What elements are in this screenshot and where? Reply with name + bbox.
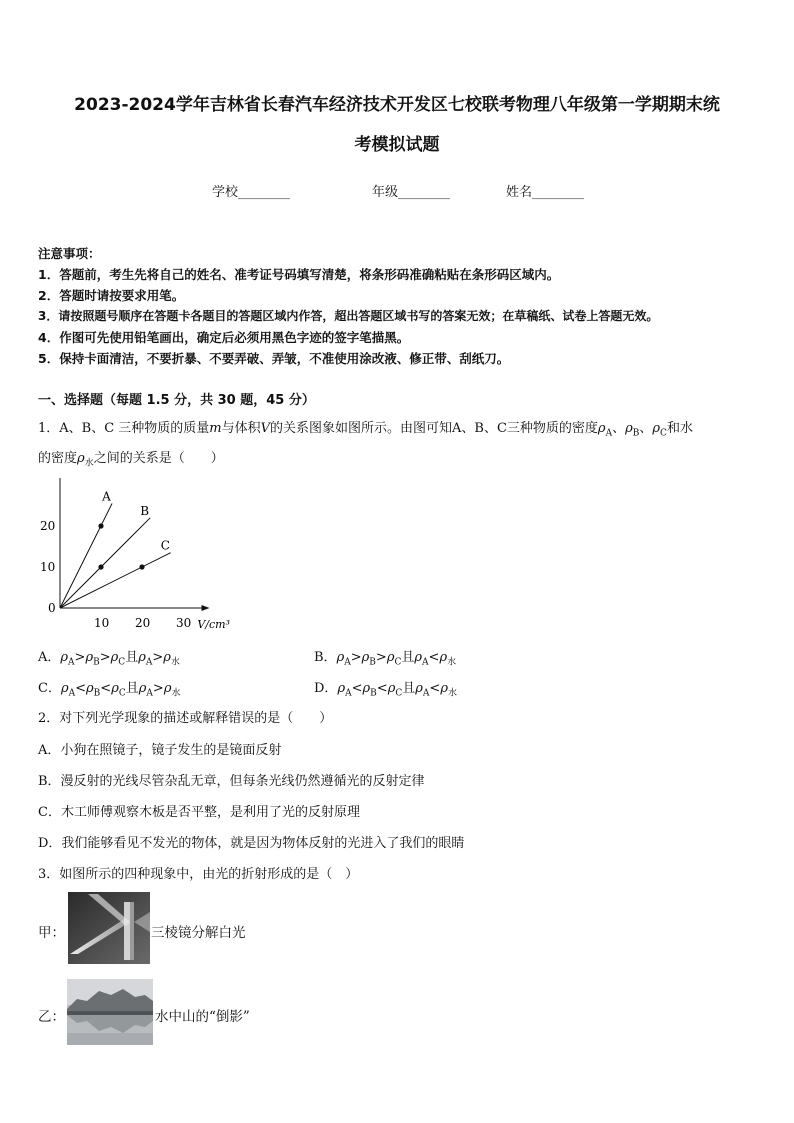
- question-3-item-caption: 水中山的“倒影”: [155, 1009, 250, 1025]
- x-tick-label: 10: [94, 616, 110, 630]
- question-3-item-caption: 三棱镜分解白光: [151, 925, 246, 941]
- series-label-b: B: [140, 503, 150, 518]
- x-tick-label: 20: [135, 616, 151, 630]
- question-2-option-b[interactable]: B．漫反射的光线尽管杂乱无章，但每条光线仍然遵循光的反射定律: [38, 774, 425, 789]
- prism-dispersion-photo: [68, 892, 150, 964]
- note-item: 3．请按照题号顺序在答题卡各题目的答题区域内作答，超出答题区域书写的答案无效；在草稿纸、试卷上答题无效。: [38, 309, 659, 323]
- x-axis-arrow: [202, 605, 210, 611]
- note-item: 1．答题前，考生先将自己的姓名、准考证号码填写清楚，将条形码准确粘贴在条形码区域内。: [38, 267, 560, 282]
- name-field: 姓名________: [506, 185, 585, 200]
- y-tick-label: 20: [40, 519, 56, 533]
- question-1-option-a[interactable]: A．$\rho_A>\rho_B>\rho_C$且$\rho_A>\rho_水$: [38, 650, 180, 668]
- question-1-stem-line1: 1．A、B、C 三种物质的质量m与体积V的关系图象如图所示。由图可知A、B、C三种物质的密度$\rho_A$、$\rho_B$、$\rho_C$和水: [38, 421, 693, 439]
- x-axis-label: V/cm³: [197, 618, 231, 631]
- question-2-option-a[interactable]: A．小狗在照镜子，镜子发生的是镜面反射: [38, 743, 282, 758]
- grade-field: 年级________: [372, 185, 451, 200]
- series-label-c: C: [160, 538, 170, 553]
- section-heading: 一、选择题（每题 1.5 分，共 30 题，45 分）: [38, 393, 315, 408]
- question-2-option-d[interactable]: D．我们能够看见不发光的物体，就是因为物体反射的光进入了我们的眼睛: [38, 836, 465, 851]
- question-2-stem: 2．对下列光学现象的描述或解释错误的是（ ）: [38, 711, 333, 726]
- origin-label: 0: [48, 601, 56, 615]
- note-item: 4．作图可先使用铅笔画出，确定后必须用黑色字迹的签字笔描黑。: [38, 330, 410, 345]
- data-point: [98, 564, 103, 569]
- mountain-reflection-photo: [67, 979, 153, 1045]
- mass-volume-chart: [36, 478, 236, 638]
- note-item: 2．答题时请按要求用笔。: [38, 288, 185, 303]
- question-1-option-c[interactable]: C．$\rho_A<\rho_B<\rho_C$且$\rho_A>\rho_水$: [38, 681, 181, 699]
- question-1-stem-line2: 的密度$\rho_水$之间的关系是（ ）: [38, 451, 224, 469]
- question-3-item-label: 乙：: [38, 1009, 65, 1025]
- question-1-option-b[interactable]: B．$\rho_A>\rho_B>\rho_C$且$\rho_A<\rho_水$: [314, 650, 457, 668]
- y-tick-label: 10: [40, 560, 56, 574]
- notes-heading: 注意事项：: [38, 246, 101, 261]
- page-title-line1: 2023-2024学年吉林省长春汽车经济技术开发区七校联考物理八年级第一学期期末统: [74, 95, 720, 115]
- x-tick-label: 30: [176, 616, 192, 630]
- series-line-a: [60, 503, 112, 608]
- data-point: [139, 564, 144, 569]
- data-point: [98, 523, 103, 528]
- school-field: 学校________: [212, 185, 291, 200]
- series-line-b: [60, 518, 150, 608]
- question-1-option-d[interactable]: D．$\rho_A<\rho_B<\rho_C$且$\rho_A<\rho_水$: [314, 681, 457, 699]
- question-3-stem: 3．如图所示的四种现象中，由光的折射形成的是（ ）: [38, 867, 359, 882]
- series-line-c: [60, 553, 171, 608]
- page-title-line2: 考模拟试题: [354, 135, 440, 155]
- question-2-option-c[interactable]: C．木工师傅观察木板是否平整，是利用了光的反射原理: [38, 805, 360, 820]
- note-item: 5．保持卡面清洁，不要折暴、不要弄破、弄皱，不准使用涂改液、修正带、刮纸刀。: [38, 351, 510, 366]
- series-label-a: A: [102, 489, 111, 504]
- question-3-item-label: 甲：: [38, 925, 65, 941]
